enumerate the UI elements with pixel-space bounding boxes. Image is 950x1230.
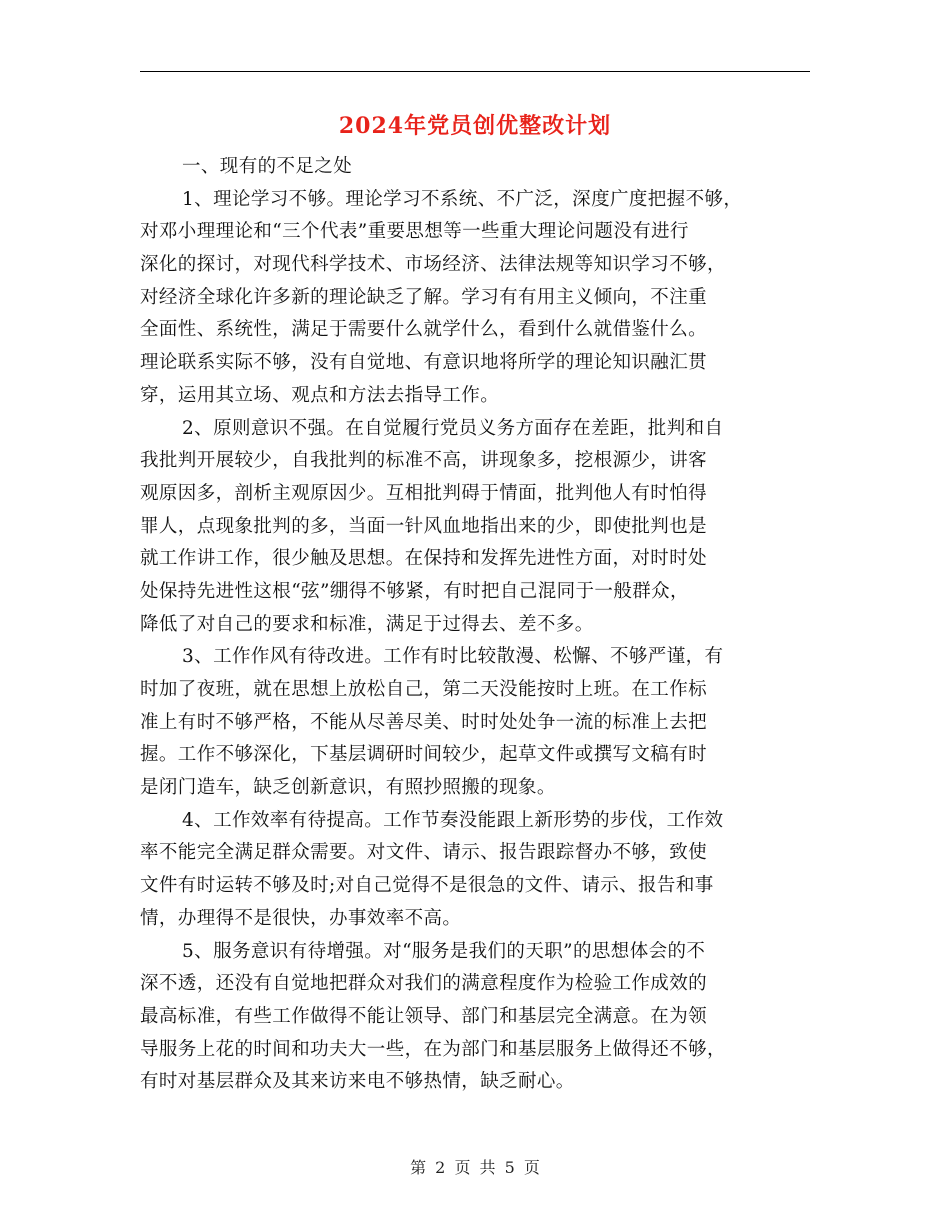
document-title: 2024年党员创优整改计划 xyxy=(338,113,612,139)
text-line: 降低了对自己的要求和标准，满足于过得去、差不多。 xyxy=(140,613,594,635)
text-line: 理论联系实际不够，没有自觉地、有意识地将所学的理论知识融汇贯 xyxy=(140,352,708,374)
text-line: 导服务上花的时间和功夫大一些，在为部门和基层服务上做得还不够， xyxy=(140,1038,726,1060)
text-line: 有时对基层群众及其来访来电不够热情，缺乏耐心。 xyxy=(140,1071,575,1093)
text-line: 对经济全球化许多新的理论缺乏了解。学习有有用主义倾向，不注重 xyxy=(140,286,708,308)
header-rule xyxy=(140,71,810,72)
text-line: 握。工作不够深化，下基层调研时间较少，起草文件或撰写文稿有时 xyxy=(140,744,708,766)
text-line: 最高标准，有些工作做得不能让领导、部门和基层完全满意。在为领 xyxy=(140,1005,708,1027)
text-line: 深不透，还没有自觉地把群众对我们的满意程度作为检验工作成效的 xyxy=(140,973,708,995)
text-line: 穿，运用其立场、观点和方法去指导工作。 xyxy=(140,384,500,406)
document-body xyxy=(140,151,820,1099)
text-line: 是闭门造车，缺乏创新意识，有照抄照搬的现象。 xyxy=(140,777,556,799)
text-line: 就工作讲工作，很少触及思想。在保持和发挥先进性方面，对时时处 xyxy=(140,548,708,570)
text-line: 深化的探讨，对现代科学技术、市场经济、法律法规等知识学习不够， xyxy=(140,254,726,276)
text-line: 全面性、系统性，满足于需要什么就学什么，看到什么就借鉴什么。 xyxy=(140,319,708,341)
text-line: 观原因多，剖析主观原因少。互相批判碍于情面，批判他人有时怕得 xyxy=(140,482,708,504)
text-line: 1、理论学习不够。理论学习不系统、不广泛，深度广度把握不够， xyxy=(182,188,743,210)
text-line: 对邓小理理论和“三个代表”重要思想等一些重大理论问题没有进行 xyxy=(140,221,689,243)
section-heading: 一、现有的不足之处 xyxy=(182,156,353,177)
text-line: 我批判开展较少，自我批判的标准不高，讲现象多，挖根源少，讲客 xyxy=(140,450,708,472)
text-line: 4、工作效率有待提高。工作节奏没能跟上新形势的步伐，工作效 xyxy=(182,809,724,831)
text-line: 处保持先进性这根“弦”绷得不够紧，有时把自己混同于一般群众， xyxy=(140,580,689,602)
text-line: 准上有时不够严格，不能从尽善尽美、时时处处争一流的标准上去把 xyxy=(140,711,708,733)
text-line: 文件有时运转不够及时;对自己觉得不是很急的文件、请示、报告和事 xyxy=(140,875,714,897)
text-line: 5、服务意识有待增强。对“服务是我们的天职”的思想体会的不 xyxy=(182,940,706,962)
text-line: 时加了夜班，就在思想上放松自己，第二天没能按时上班。在工作标 xyxy=(140,679,708,700)
text-line: 3、工作作风有待改进。工作有时比较散漫、松懈、不够严谨，有 xyxy=(182,646,724,668)
page-number: 第 2 页 共 5 页 xyxy=(410,1158,540,1177)
text-line: 罪人，点现象批判的多，当面一针风血地指出来的少，即使批判也是 xyxy=(140,515,708,537)
paragraph-lines xyxy=(140,184,820,1099)
text-line: 情，办理得不是很快，办事效率不高。 xyxy=(140,907,462,929)
text-line: 2、原则意识不强。在自觉履行党员义务方面存在差距，批判和自 xyxy=(182,417,724,439)
text-line: 率不能完全满足群众需要。对文件、请示、报告跟踪督办不够，致使 xyxy=(140,842,708,864)
